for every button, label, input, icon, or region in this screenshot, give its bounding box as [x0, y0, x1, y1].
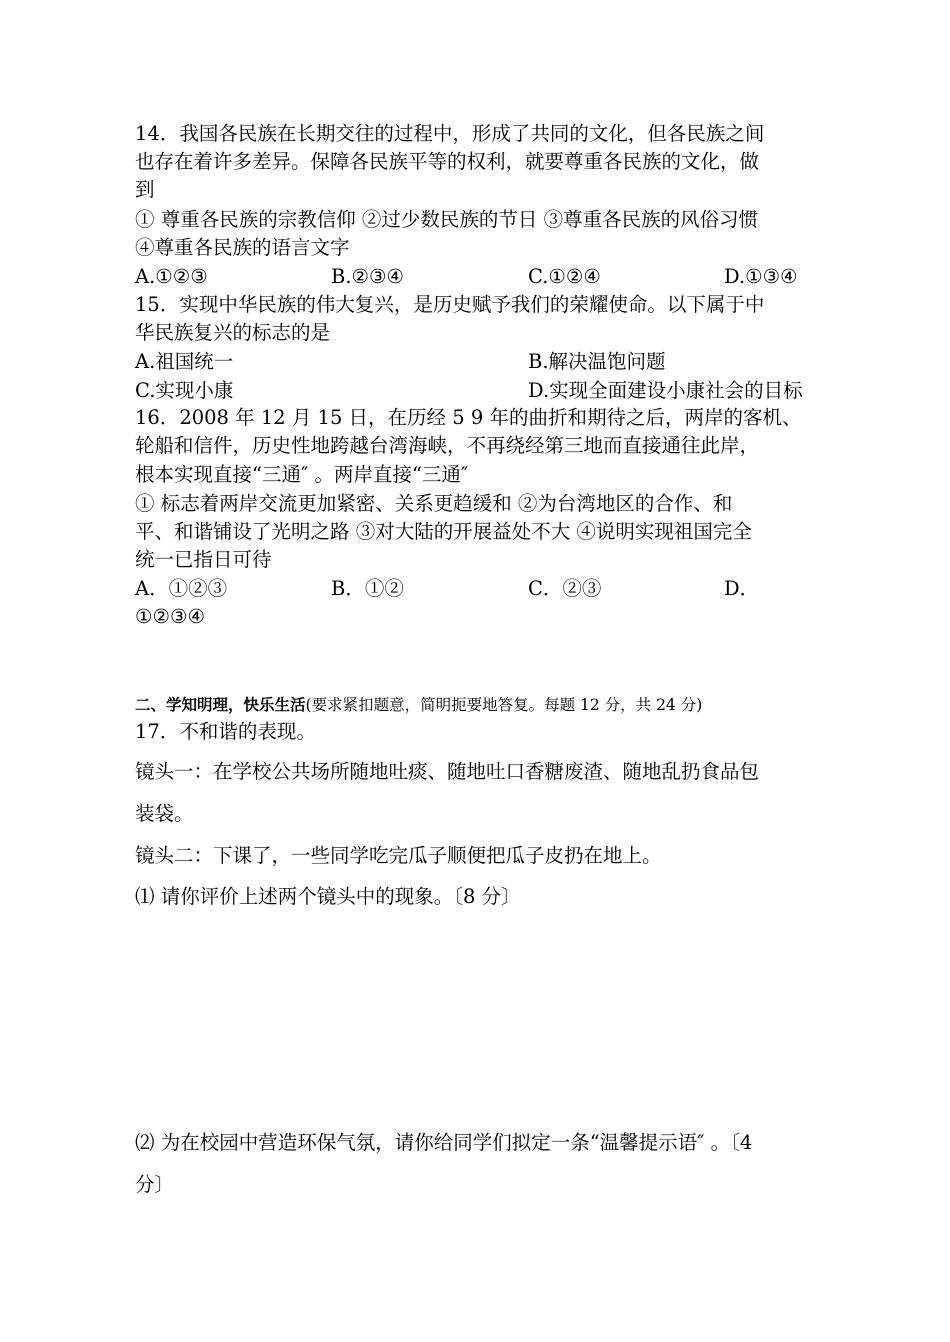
q15-option-d: D.实现全面建设小康社会的目标 [528, 379, 803, 402]
q16-stem-line-1: 16．2008 年 12 月 15 日，在历经 5 9 年的曲折和期待之后，两岸的客机、 [135, 406, 802, 429]
q17-scene1-line-1: 镜头一：在学校公共场所随地吐痰、随地吐口香糖废渣、随地乱扔食品包 [135, 760, 760, 783]
q16-option-d: D． [724, 577, 760, 600]
q14-stem-line-2: 也存在着许多差异。保障各民族平等的权利，就要尊重各民族的文化，做 [135, 150, 760, 173]
q16-option-a: A．①②③ [135, 577, 228, 600]
q14-statements-line-2: ④尊重各民族的语言文字 [135, 236, 350, 259]
q17-sub-question-1: ⑴ 请你评价上述两个镜头中的现象。〔8 分〕 [135, 885, 521, 908]
q15-option-b: B.解决温饱问题 [528, 350, 666, 373]
q17-scene2: 镜头二：下课了，一些同学吃完瓜子顺便把瓜子皮扔在地上。 [135, 844, 662, 867]
q14-statements-line-1: ① 尊重各民族的宗教信仰 ②过少数民族的节日 ③尊重各民族的风俗习惯 [135, 208, 759, 231]
q14-option-d: D.①③④ [724, 265, 798, 288]
q16-option-b: B．①② [331, 577, 404, 600]
q17-scene1-line-2: 装袋。 [135, 802, 194, 825]
q15-option-c: C.实现小康 [135, 379, 234, 402]
q17-title: 17．不和谐的表现。 [135, 720, 316, 743]
q14-option-c: C.①②④ [528, 265, 601, 288]
section-2-heading-line [135, 691, 702, 718]
q16-option-d-continued: ①②③④ [135, 605, 205, 628]
q15-stem-line-2: 华民族复兴的标志的是 [135, 321, 331, 344]
q14-option-a: A.①②③ [135, 265, 208, 288]
q16-stem-line-2: 轮船和信件，历史性地跨越台湾海峡，不再绕经第三地而直接通往此岸， [135, 434, 760, 457]
q16-option-c: C．②③ [528, 577, 602, 600]
section-2-instructions: (要求紧扣题意，简明扼要地答复。每题 12 分，共 24 分) [305, 696, 703, 714]
q17-sub-question-2-line-1: ⑵ 为在校园中营造环保气氛，请你给同学们拟定一条“温馨提示语″ 。〔4 [135, 1131, 753, 1154]
q14-stem-line-3: 到 [135, 178, 155, 201]
q14-stem-line-1: 14．我国各民族在长期交往的过程中，形成了共同的文化，但各民族之间 [135, 122, 765, 145]
q15-option-a: A.祖国统一 [135, 350, 234, 373]
q16-statements-line-1: ① 标志着两岸交流更加紧密、关系更趋缓和 ②为台湾地区的合作、和 [135, 492, 733, 515]
q16-stem-line-3: 根本实现直接“三通″ 。两岸直接“三通″ [135, 463, 469, 486]
q14-option-b: B.②③④ [331, 265, 404, 288]
q16-statements-line-3: 统一已指日可待 [135, 548, 272, 571]
section-2-heading: 二、学知明理，快乐生活 [135, 695, 306, 714]
q16-statements-line-2: 平、和谐铺设了光明之路 ③对大陆的开展益处不大 ④说明实现祖国完全 [135, 520, 752, 543]
q15-stem-line-1: 15．实现中华民族的伟大复兴，是历史赋予我们的荣耀使命。以下属于中 [135, 293, 765, 316]
q17-sub-question-2-line-2: 分〕 [135, 1173, 175, 1196]
